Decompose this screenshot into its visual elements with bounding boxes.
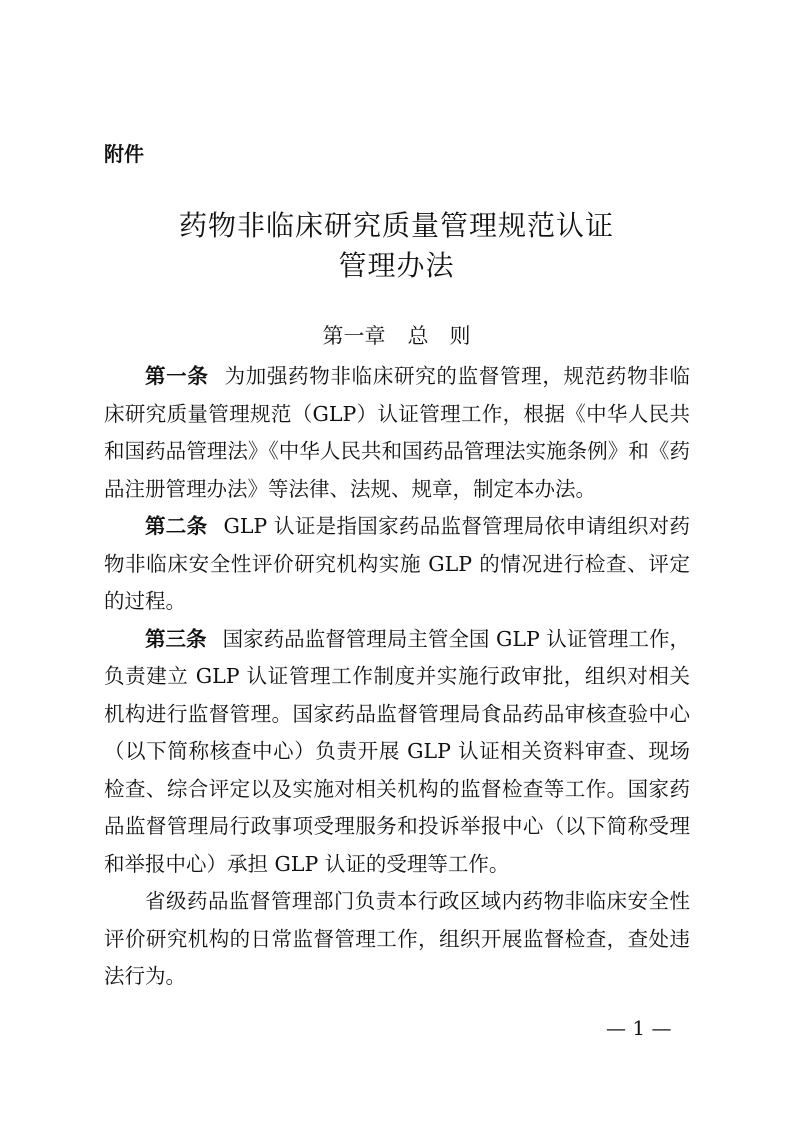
article-3 <box>104 621 690 884</box>
document-title-line2: 管理办法 <box>338 249 455 282</box>
page-number: — 1 — <box>606 1016 672 1040</box>
chapter-number: 第一章 <box>322 324 386 348</box>
article-label: 第二条 <box>145 514 208 538</box>
document-body <box>104 358 690 996</box>
article-text: GLP 认证是指国家药品监督管理局依申请组织对药物非临床安全性评价研究机构实施 GLP 的情况进行检查、评定的过程。 <box>104 514 690 613</box>
article-1 <box>104 358 690 508</box>
article-text: 为加强药物非临床研究的监督管理，规范药物非临床研究质量管理规范（GLP）认证管理工作，根据《中华人民共和国药品管理法》《中华人民共和国药品管理法实施条例》和《药品注册管理办法》等法律、法规、规章，制定本办法。 <box>104 364 690 501</box>
chapter-heading <box>0 320 793 350</box>
document-title-line1: 药物非临床研究质量管理规范认证 <box>178 209 614 242</box>
article-2 <box>104 508 690 621</box>
article-text: 国家药品监督管理局主管全国 GLP 认证管理工作，负责建立 GLP 认证管理工作制度并实施行政审批，组织对相关机构进行监督管理。国家药品监督管理局食品药品审核查验中心（以下简称核查中心）负责开展 GLP 认证相关资料审查、现场检查、综合评定以及实施对相关机构的监督检查等工作。国家药品监督管理局行政事项受理服务和投诉举报中心（以下简称受理和举报中心）承担 GLP 认证的受理等工作。 <box>104 626 690 876</box>
article-label: 第三条 <box>145 626 207 651</box>
chapter-name: 总 则 <box>407 324 471 348</box>
attachment-label: 附件 <box>104 142 144 166</box>
article-label: 第一条 <box>145 364 209 388</box>
paragraph: 省级药品监督管理部门负责本行政区域内药物非临床安全性评价研究机构的日常监督管理工作，组织开展监督检查，查处违法行为。 <box>104 889 690 988</box>
